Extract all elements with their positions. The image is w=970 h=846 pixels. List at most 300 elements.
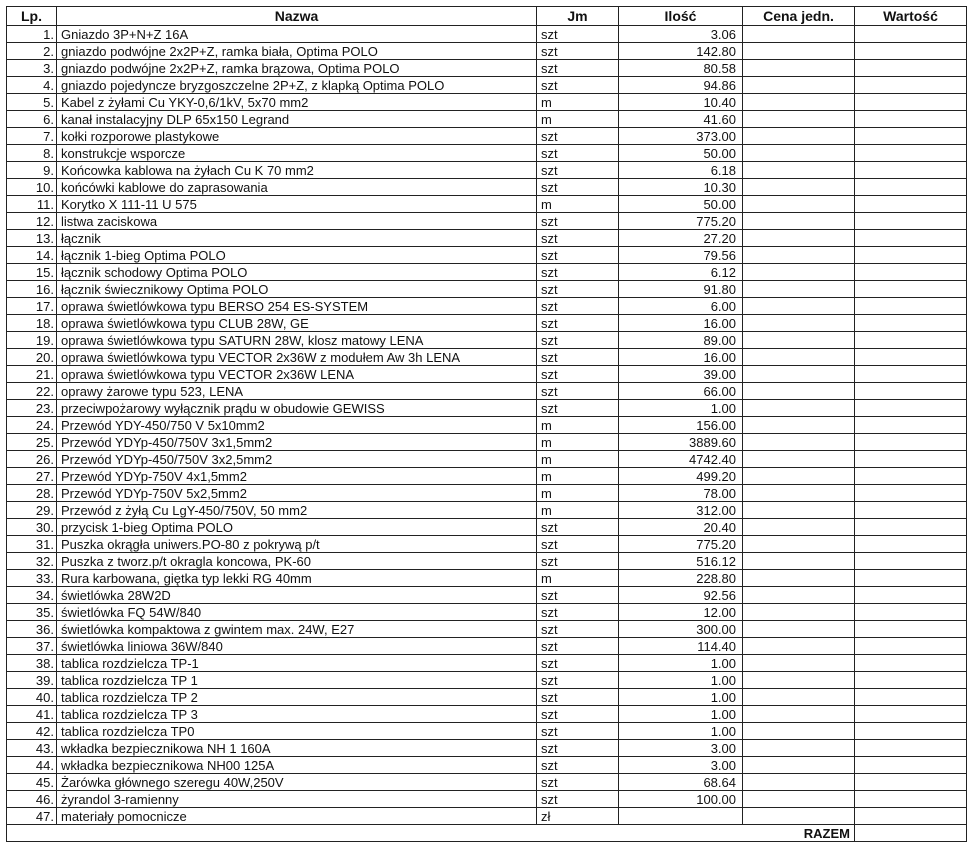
table-row <box>7 315 967 332</box>
row-unit-price <box>743 502 855 519</box>
row-quantity: 499.20 <box>619 468 743 485</box>
row-unit: m <box>537 196 619 213</box>
table-row <box>7 145 967 162</box>
row-unit: szt <box>537 264 619 281</box>
row-unit: szt <box>537 536 619 553</box>
row-name: tablica rozdzielcza TP 1 <box>57 672 537 689</box>
row-lp: 10. <box>7 179 57 196</box>
row-quantity: 6.12 <box>619 264 743 281</box>
row-unit-price <box>743 111 855 128</box>
table-row <box>7 655 967 672</box>
row-quantity: 27.20 <box>619 230 743 247</box>
row-unit-price <box>743 536 855 553</box>
row-quantity: 12.00 <box>619 604 743 621</box>
row-unit: m <box>537 434 619 451</box>
row-lp: 43. <box>7 740 57 757</box>
table-body <box>7 26 967 825</box>
row-unit: szt <box>537 689 619 706</box>
row-value <box>855 281 967 298</box>
table-row <box>7 349 967 366</box>
row-unit: m <box>537 485 619 502</box>
row-quantity: 80.58 <box>619 60 743 77</box>
row-quantity: 39.00 <box>619 366 743 383</box>
row-unit: szt <box>537 77 619 94</box>
row-unit: m <box>537 111 619 128</box>
row-unit-price <box>743 128 855 145</box>
row-unit-price <box>743 638 855 655</box>
row-value <box>855 179 967 196</box>
row-value <box>855 60 967 77</box>
row-value <box>855 94 967 111</box>
row-lp: 11. <box>7 196 57 213</box>
row-lp: 30. <box>7 519 57 536</box>
row-value <box>855 230 967 247</box>
row-lp: 24. <box>7 417 57 434</box>
row-unit-price <box>743 689 855 706</box>
row-name: tablica rozdzielcza TP 2 <box>57 689 537 706</box>
row-quantity: 3889.60 <box>619 434 743 451</box>
row-quantity: 16.00 <box>619 349 743 366</box>
row-lp: 3. <box>7 60 57 77</box>
row-name: kołki rozporowe plastykowe <box>57 128 537 145</box>
row-unit-price <box>743 264 855 281</box>
row-quantity: 1.00 <box>619 672 743 689</box>
row-lp: 32. <box>7 553 57 570</box>
table-row <box>7 536 967 553</box>
row-value <box>855 808 967 825</box>
table-row <box>7 621 967 638</box>
row-quantity: 6.00 <box>619 298 743 315</box>
row-unit-price <box>743 298 855 315</box>
table-row <box>7 26 967 43</box>
table-row <box>7 111 967 128</box>
row-lp: 34. <box>7 587 57 604</box>
row-name: Przewód z żyłą Cu LgY-450/750V, 50 mm2 <box>57 502 537 519</box>
row-quantity: 16.00 <box>619 315 743 332</box>
row-unit: szt <box>537 672 619 689</box>
row-value <box>855 196 967 213</box>
row-value <box>855 264 967 281</box>
row-name: Puszka okrągła uniwers.PO-80 z pokrywą p/t <box>57 536 537 553</box>
row-lp: 2. <box>7 43 57 60</box>
row-unit: szt <box>537 349 619 366</box>
row-quantity: 91.80 <box>619 281 743 298</box>
table-row <box>7 672 967 689</box>
row-value <box>855 791 967 808</box>
row-lp: 16. <box>7 281 57 298</box>
row-name: oprawa świetlówkowa typu VECTOR 2x36W LENA <box>57 366 537 383</box>
row-lp: 39. <box>7 672 57 689</box>
row-quantity: 66.00 <box>619 383 743 400</box>
row-quantity: 50.00 <box>619 196 743 213</box>
table-row <box>7 468 967 485</box>
row-name: Rura karbowana, giętka typ lekki RG 40mm <box>57 570 537 587</box>
row-quantity: 4742.40 <box>619 451 743 468</box>
row-name: świetlówka 28W2D <box>57 587 537 604</box>
row-name: gniazdo podwójne 2x2P+Z, ramka biała, Optima POLO <box>57 43 537 60</box>
row-quantity: 1.00 <box>619 723 743 740</box>
row-unit: szt <box>537 60 619 77</box>
table-row <box>7 213 967 230</box>
row-unit-price <box>743 706 855 723</box>
row-lp: 29. <box>7 502 57 519</box>
row-quantity: 10.40 <box>619 94 743 111</box>
table-row <box>7 587 967 604</box>
table-row <box>7 43 967 60</box>
table-row <box>7 281 967 298</box>
row-quantity: 142.80 <box>619 43 743 60</box>
row-quantity: 312.00 <box>619 502 743 519</box>
row-quantity: 3.00 <box>619 757 743 774</box>
row-lp: 37. <box>7 638 57 655</box>
row-unit: szt <box>537 774 619 791</box>
row-name: listwa zaciskowa <box>57 213 537 230</box>
row-quantity: 50.00 <box>619 145 743 162</box>
row-unit: szt <box>537 43 619 60</box>
row-name: przeciwpożarowy wyłącznik prądu w obudowie GEWISS <box>57 400 537 417</box>
row-lp: 21. <box>7 366 57 383</box>
row-name: Żarówka głównego szeregu 40W,250V <box>57 774 537 791</box>
row-unit: szt <box>537 332 619 349</box>
materials-table <box>6 6 967 842</box>
row-unit-price <box>743 213 855 230</box>
row-unit-price <box>743 196 855 213</box>
row-lp: 4. <box>7 77 57 94</box>
row-unit: szt <box>537 128 619 145</box>
row-lp: 27. <box>7 468 57 485</box>
row-lp: 22. <box>7 383 57 400</box>
row-unit-price <box>743 587 855 604</box>
row-unit-price <box>743 655 855 672</box>
row-lp: 5. <box>7 94 57 111</box>
row-unit-price <box>743 315 855 332</box>
row-name: materiały pomocnicze <box>57 808 537 825</box>
row-name: łącznik 1-bieg Optima POLO <box>57 247 537 264</box>
row-value <box>855 621 967 638</box>
row-unit-price <box>743 247 855 264</box>
row-name: Kabel z żyłami Cu YKY-0,6/1kV, 5x70 mm2 <box>57 94 537 111</box>
table-row <box>7 706 967 723</box>
row-lp: 31. <box>7 536 57 553</box>
row-unit: szt <box>537 179 619 196</box>
row-name: Końcowka kablowa na żyłach Cu K 70 mm2 <box>57 162 537 179</box>
row-name: oprawa świetlówkowa typu BERSO 254 ES-SYSTEM <box>57 298 537 315</box>
row-unit-price <box>743 553 855 570</box>
row-name: łącznik świecznikowy Optima POLO <box>57 281 537 298</box>
row-unit: szt <box>537 213 619 230</box>
table-row <box>7 808 967 825</box>
row-lp: 25. <box>7 434 57 451</box>
row-unit: szt <box>537 145 619 162</box>
row-value <box>855 468 967 485</box>
row-quantity: 79.56 <box>619 247 743 264</box>
row-lp: 8. <box>7 145 57 162</box>
row-lp: 20. <box>7 349 57 366</box>
row-unit-price <box>743 570 855 587</box>
row-value <box>855 111 967 128</box>
row-unit: szt <box>537 383 619 400</box>
row-name: świetlówka liniowa 36W/840 <box>57 638 537 655</box>
row-name: tablica rozdzielcza TP-1 <box>57 655 537 672</box>
row-unit-price <box>743 417 855 434</box>
row-name: gniazdo podwójne 2x2P+Z, ramka brązowa, Optima POLO <box>57 60 537 77</box>
row-value <box>855 247 967 264</box>
row-unit-price <box>743 162 855 179</box>
row-name: wkładka bezpiecznikowa NH 1 160A <box>57 740 537 757</box>
row-name: Przewód YDYp-750V 5x2,5mm2 <box>57 485 537 502</box>
row-lp: 36. <box>7 621 57 638</box>
row-lp: 9. <box>7 162 57 179</box>
row-lp: 6. <box>7 111 57 128</box>
row-unit: m <box>537 570 619 587</box>
row-unit-price <box>743 672 855 689</box>
table-row <box>7 264 967 281</box>
row-quantity: 3.00 <box>619 740 743 757</box>
row-quantity: 775.20 <box>619 536 743 553</box>
row-unit: szt <box>537 621 619 638</box>
row-lp: 46. <box>7 791 57 808</box>
table-row <box>7 791 967 808</box>
total-value-cell <box>855 825 967 842</box>
row-unit: szt <box>537 638 619 655</box>
row-lp: 18. <box>7 315 57 332</box>
row-value <box>855 706 967 723</box>
row-value <box>855 349 967 366</box>
row-unit: szt <box>537 519 619 536</box>
row-value <box>855 417 967 434</box>
table-row <box>7 417 967 434</box>
row-value <box>855 757 967 774</box>
row-name: Przewód YDYp-750V 4x1,5mm2 <box>57 468 537 485</box>
row-name: Korytko X 111-11 U 575 <box>57 196 537 213</box>
row-value <box>855 672 967 689</box>
row-unit: szt <box>537 655 619 672</box>
row-unit: m <box>537 94 619 111</box>
row-quantity: 114.40 <box>619 638 743 655</box>
row-name: oprawa świetlówkowa typu VECTOR 2x36W z modułem Aw 3h LENA <box>57 349 537 366</box>
row-value <box>855 332 967 349</box>
row-value <box>855 553 967 570</box>
row-unit-price <box>743 349 855 366</box>
row-value <box>855 77 967 94</box>
row-unit-price <box>743 604 855 621</box>
row-unit-price <box>743 485 855 502</box>
row-lp: 38. <box>7 655 57 672</box>
table-row <box>7 502 967 519</box>
table-row <box>7 570 967 587</box>
table-row <box>7 434 967 451</box>
table-row <box>7 94 967 111</box>
row-value <box>855 366 967 383</box>
row-value <box>855 400 967 417</box>
row-value <box>855 451 967 468</box>
row-unit: szt <box>537 315 619 332</box>
row-value <box>855 570 967 587</box>
header-unit: Jm <box>537 7 619 26</box>
row-value <box>855 740 967 757</box>
row-value <box>855 604 967 621</box>
row-quantity: 10.30 <box>619 179 743 196</box>
row-unit-price <box>743 434 855 451</box>
row-unit: szt <box>537 162 619 179</box>
row-unit-price <box>743 723 855 740</box>
row-unit: szt <box>537 706 619 723</box>
row-quantity: 89.00 <box>619 332 743 349</box>
row-unit-price <box>743 60 855 77</box>
header-unit-price: Cena jedn. <box>743 7 855 26</box>
row-value <box>855 383 967 400</box>
table-row <box>7 723 967 740</box>
table-row <box>7 485 967 502</box>
row-quantity: 300.00 <box>619 621 743 638</box>
total-row <box>7 825 967 842</box>
row-unit: szt <box>537 587 619 604</box>
row-quantity: 6.18 <box>619 162 743 179</box>
row-name: przycisk 1-bieg Optima POLO <box>57 519 537 536</box>
row-unit-price <box>743 808 855 825</box>
row-quantity: 516.12 <box>619 553 743 570</box>
row-unit-price <box>743 145 855 162</box>
row-unit-price <box>743 281 855 298</box>
row-quantity: 775.20 <box>619 213 743 230</box>
row-lp: 14. <box>7 247 57 264</box>
row-name: konstrukcje wsporcze <box>57 145 537 162</box>
row-value <box>855 315 967 332</box>
row-quantity: 20.40 <box>619 519 743 536</box>
row-unit-price <box>743 757 855 774</box>
row-quantity: 1.00 <box>619 689 743 706</box>
row-name: łącznik <box>57 230 537 247</box>
table-row <box>7 638 967 655</box>
total-label: RAZEM <box>7 825 855 842</box>
row-name: tablica rozdzielcza TP 3 <box>57 706 537 723</box>
row-name: kanał instalacyjny DLP 65x150 Legrand <box>57 111 537 128</box>
row-name: świetlówka FQ 54W/840 <box>57 604 537 621</box>
row-unit-price <box>743 400 855 417</box>
row-name: Puszka z tworz.p/t okragla koncowa, PK-60 <box>57 553 537 570</box>
row-unit-price <box>743 26 855 43</box>
row-value <box>855 689 967 706</box>
header-quantity: Ilość <box>619 7 743 26</box>
table-row <box>7 230 967 247</box>
row-unit: szt <box>537 298 619 315</box>
row-quantity: 78.00 <box>619 485 743 502</box>
header-name: Nazwa <box>57 7 537 26</box>
row-unit: szt <box>537 230 619 247</box>
row-unit-price <box>743 791 855 808</box>
row-unit-price <box>743 43 855 60</box>
row-quantity: 1.00 <box>619 706 743 723</box>
row-value <box>855 655 967 672</box>
table-row <box>7 60 967 77</box>
row-unit-price <box>743 179 855 196</box>
row-name: Przewód YDY-450/750 V 5x10mm2 <box>57 417 537 434</box>
row-unit: m <box>537 451 619 468</box>
row-lp: 28. <box>7 485 57 502</box>
header-lp: Lp. <box>7 7 57 26</box>
row-name: oprawa świetlówkowa typu SATURN 28W, klosz matowy LENA <box>57 332 537 349</box>
row-quantity: 68.64 <box>619 774 743 791</box>
row-unit-price <box>743 774 855 791</box>
row-value <box>855 723 967 740</box>
row-value <box>855 774 967 791</box>
row-name: żyrandol 3-ramienny <box>57 791 537 808</box>
table-row <box>7 162 967 179</box>
row-lp: 12. <box>7 213 57 230</box>
row-lp: 47. <box>7 808 57 825</box>
row-value <box>855 162 967 179</box>
row-name: Przewód YDYp-450/750V 3x2,5mm2 <box>57 451 537 468</box>
row-lp: 7. <box>7 128 57 145</box>
row-unit: zł <box>537 808 619 825</box>
table-row <box>7 383 967 400</box>
row-value <box>855 43 967 60</box>
row-name: wkładka bezpiecznikowa NH00 125A <box>57 757 537 774</box>
row-unit: szt <box>537 757 619 774</box>
row-unit-price <box>743 366 855 383</box>
row-value <box>855 485 967 502</box>
row-unit-price <box>743 383 855 400</box>
row-value <box>855 638 967 655</box>
table-row <box>7 740 967 757</box>
row-quantity: 373.00 <box>619 128 743 145</box>
table-row <box>7 179 967 196</box>
row-unit-price <box>743 332 855 349</box>
row-lp: 13. <box>7 230 57 247</box>
row-lp: 42. <box>7 723 57 740</box>
row-quantity: 1.00 <box>619 400 743 417</box>
row-unit-price <box>743 451 855 468</box>
table-header-row <box>7 7 967 26</box>
row-value <box>855 587 967 604</box>
table-row <box>7 128 967 145</box>
row-lp: 15. <box>7 264 57 281</box>
row-unit: szt <box>537 26 619 43</box>
row-name: oprawa świetlówkowa typu CLUB 28W, GE <box>57 315 537 332</box>
row-quantity: 156.00 <box>619 417 743 434</box>
table-row <box>7 366 967 383</box>
table-row <box>7 332 967 349</box>
table-row <box>7 519 967 536</box>
row-lp: 1. <box>7 26 57 43</box>
row-lp: 17. <box>7 298 57 315</box>
table-row <box>7 298 967 315</box>
row-lp: 45. <box>7 774 57 791</box>
row-name: Gniazdo 3P+N+Z 16A <box>57 26 537 43</box>
row-name: świetlówka kompaktowa z gwintem max. 24W, E27 <box>57 621 537 638</box>
row-unit: szt <box>537 723 619 740</box>
row-value <box>855 502 967 519</box>
row-name: tablica rozdzielcza TP0 <box>57 723 537 740</box>
row-unit: m <box>537 468 619 485</box>
row-unit: m <box>537 417 619 434</box>
row-value <box>855 213 967 230</box>
table-row <box>7 196 967 213</box>
row-value <box>855 26 967 43</box>
row-quantity: 228.80 <box>619 570 743 587</box>
row-lp: 44. <box>7 757 57 774</box>
row-lp: 40. <box>7 689 57 706</box>
row-unit: szt <box>537 281 619 298</box>
row-lp: 35. <box>7 604 57 621</box>
row-value <box>855 519 967 536</box>
row-name: gniazdo pojedyncze bryzgoszczelne 2P+Z, z klapką Optima POLO <box>57 77 537 94</box>
header-value: Wartość <box>855 7 967 26</box>
row-quantity: 92.56 <box>619 587 743 604</box>
table-row <box>7 774 967 791</box>
table-row <box>7 553 967 570</box>
table-row <box>7 451 967 468</box>
